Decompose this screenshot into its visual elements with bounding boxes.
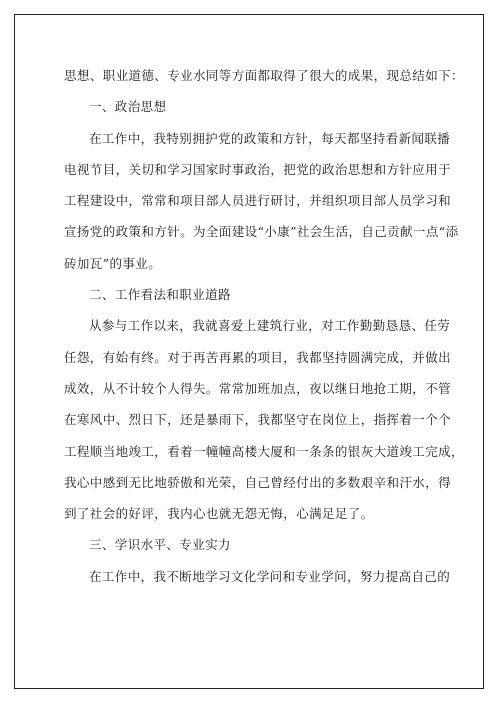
section-heading: 一、政治思想 (89, 99, 167, 115)
paragraph-line: 任怨，有始有终。对于再苦再累的项目，我都坚持圆满完成，并做出 (64, 349, 452, 365)
section-heading: 二、工作看法和职业道路 (89, 287, 231, 303)
paragraph-line: 在寒风中、烈日下，还是暴雨下，我都坚守在岗位上，指挥着一个个 (64, 412, 452, 428)
body-line: 思想、职业道德、专业水同等方面都取得了很大的成果，现总结如下： (64, 68, 464, 83)
paragraph-line: 电视节目，关切和学习国家时事政治，把党的政治思想和方针应用于 (64, 161, 452, 177)
paragraph-line: 到了社会的好评，我内心也就无怨无悔，心满足足了。 (64, 506, 374, 522)
section-heading: 三、学识水平、专业实力 (89, 537, 231, 553)
paragraph-line: 宣扬党的政策和方针。为全面建设“小康”社会生活，自己贡献一点“添 (64, 224, 459, 240)
paragraph-line: 在工作中，我特别拥护党的政策和方针，每天都坚持看新闻联播 (89, 130, 451, 146)
paragraph-line: 成效，从不计较个人得失。常常加班加点，夜以继日地抢工期，不管 (64, 380, 452, 396)
paragraph-line: 砖加瓦”的事业。 (64, 255, 162, 271)
paragraph-line: 工程顺当地竣工，看着一幢幢高楼大厦和一条条的银灰大道竣工完成， (64, 443, 464, 459)
paragraph-line: 我心中感到无比地骄傲和光荣，自己曾经付出的多数艰辛和汗水，得 (64, 474, 452, 490)
document-body (64, 60, 464, 592)
paragraph-line: 从参与工作以来，我就喜爱上建筑行业，对工作勤勤恳恳、任劳 (89, 318, 451, 334)
paragraph-line: 工程建设中，常常和项目部人员进行研讨，并组织项目部人员学习和 (64, 193, 452, 209)
paragraph-line: 在工作中，我不断地学习文化学问和专业学问，努力提高自己的 (89, 568, 451, 584)
